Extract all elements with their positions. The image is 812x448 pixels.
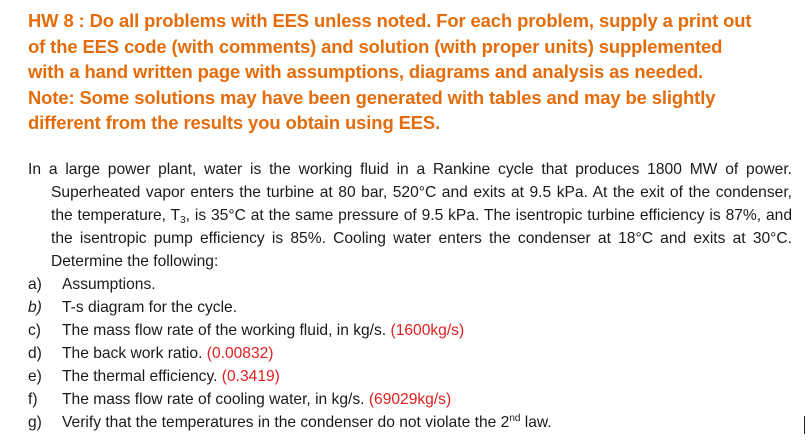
answer-value: (0.3419) xyxy=(221,368,280,385)
item-text: The mass flow rate of cooling water, in kg/s. xyxy=(62,391,365,408)
list-item xyxy=(28,388,792,411)
question-list xyxy=(28,273,792,434)
item-text: Assumptions. xyxy=(62,276,156,293)
text-cursor xyxy=(804,416,805,434)
item-marker: g) xyxy=(28,414,42,431)
problem-intro xyxy=(28,158,792,273)
item-marker: f) xyxy=(28,391,38,408)
intro-text-part: , is 35°C at the same pressure of 9.5 kPa. The isentropic turbine efficiency is 87%, and the isentropic pump efficiency is 85%. Cooling water enters the condenser at 18°C and exits at 30°C. Determine the following: xyxy=(51,207,793,270)
problem-statement xyxy=(28,158,792,434)
item-text: The mass flow rate of the working fluid, in kg/s. xyxy=(62,322,387,339)
header-line: Note: Some solutions may have been generated with tables and may be slightly xyxy=(28,86,716,108)
item-text: The back work ratio. xyxy=(62,345,203,362)
header-line: of the EES code (with comments) and solution (with proper units) supplemented xyxy=(28,35,723,57)
intro-text-part: In a large power plant, water is the working fluid in a Rankine cycle that produces 1800 MW of power. Superheated vapor enters the turbine at 80 bar, 520°C and exits at 9.5 kPa. At the exit of the condenser, the temperature, T xyxy=(28,161,792,224)
item-text: T-s diagram for the cycle. xyxy=(62,299,238,316)
item-text-part: Verify that the temperatures in the condenser do not violate the 2 xyxy=(62,414,510,431)
item-text xyxy=(62,414,552,431)
list-item xyxy=(28,365,792,388)
item-marker: c) xyxy=(28,322,41,339)
item-text-part: law. xyxy=(520,414,552,431)
item-text: The thermal efficiency. xyxy=(62,368,218,385)
ordinal-superscript: nd xyxy=(509,413,521,424)
item-marker: e) xyxy=(28,368,42,385)
homework-header xyxy=(28,8,803,136)
list-item xyxy=(28,296,792,319)
list-item xyxy=(28,273,792,296)
temperature-subscript: 3 xyxy=(180,215,186,226)
item-marker: b) xyxy=(28,299,42,316)
item-marker: d) xyxy=(28,345,42,362)
answer-value: (0.00832) xyxy=(206,345,274,362)
list-item xyxy=(28,342,792,365)
list-item xyxy=(28,319,792,342)
list-item xyxy=(28,411,792,434)
header-line: with a hand written page with assumptions, diagrams and analysis as needed. xyxy=(28,61,704,82)
header-line: HW 8 : Do all problems with EES unless noted. For each problem, supply a print out xyxy=(28,10,752,31)
header-line: different from the results you obtain using EES. xyxy=(28,112,441,133)
answer-value: (1600kg/s) xyxy=(390,322,465,339)
item-marker: a) xyxy=(28,276,42,293)
answer-value: (69029kg/s) xyxy=(368,391,452,408)
